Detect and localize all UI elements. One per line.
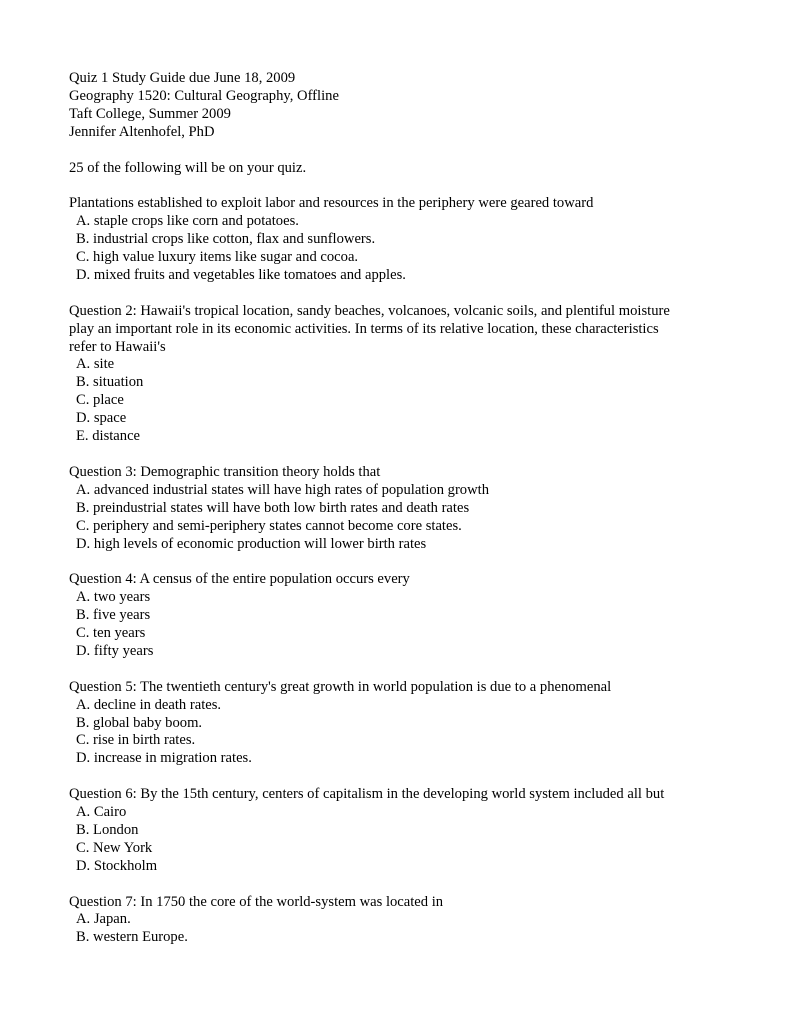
question-2 [69, 303, 749, 446]
answer-option: C. ten years [76, 625, 146, 642]
question-5 [69, 679, 749, 769]
question-text: play an important role in its economic activities. In terms of its relative location, these characteristics [69, 320, 659, 337]
question-text: Question 6: By the 15th century, centers of capitalism in the developing world system included all but [69, 786, 665, 803]
question-text: Question 5: The twentieth century's great growth in world population is due to a phenomenal [69, 678, 612, 695]
answer-option: A. Cairo [76, 804, 127, 821]
answer-option: D. increase in migration rates. [76, 750, 252, 767]
answer-option: A. advanced industrial states will have high rates of population growth [76, 481, 489, 498]
header-instructor: Jennifer Altenhofel, PhD [69, 123, 215, 140]
header-title: Quiz 1 Study Guide due June 18, 2009 [69, 70, 296, 86]
header-college: Taft College, Summer 2009 [69, 105, 231, 122]
answer-option: A. site [76, 356, 115, 373]
answer-option: D. mixed fruits and vegetables like tomatoes and apples. [76, 266, 406, 283]
answer-option: B. global baby boom. [76, 714, 203, 731]
answer-option: B. five years [76, 607, 151, 624]
answer-option: A. two years [76, 589, 151, 606]
answer-option: A. staple crops like corn and potatoes. [76, 213, 299, 230]
answer-option: B. London [76, 821, 139, 838]
document-header [69, 70, 749, 142]
answer-option: D. space [76, 410, 127, 427]
answer-option: E. distance [76, 428, 141, 445]
intro-text: 25 of the following will be on your quiz. [69, 159, 307, 176]
question-text: Question 4: A census of the entire population occurs every [69, 571, 410, 588]
document-page [69, 70, 749, 947]
answer-option: D. fifty years [76, 642, 154, 659]
answer-option: A. decline in death rates. [76, 696, 222, 713]
question-text: refer to Hawaii's [69, 338, 166, 355]
answer-option: C. place [76, 392, 124, 409]
question-6 [69, 786, 749, 876]
answer-option: C. rise in birth rates. [76, 732, 196, 749]
answer-option: D. Stockholm [76, 857, 158, 874]
question-7 [69, 894, 749, 948]
answer-option: C. New York [76, 839, 153, 856]
answer-option: B. preindustrial states will have both low birth rates and death rates [76, 499, 470, 516]
question-text: Question 2: Hawaii's tropical location, sandy beaches, volcanoes, volcanic soils, and plentiful moisture [69, 302, 670, 319]
header-course: Geography 1520: Cultural Geography, Offline [69, 87, 339, 104]
answer-option: B. western Europe. [76, 929, 188, 946]
answer-option: C. high value luxury items like sugar and cocoa. [76, 249, 359, 266]
question-4 [69, 571, 749, 661]
answer-option: A. Japan. [76, 911, 131, 928]
question-1 [69, 195, 749, 285]
answer-option: B. situation [76, 374, 144, 391]
answer-option: B. industrial crops like cotton, flax and sunflowers. [76, 231, 376, 248]
question-text: Plantations established to exploit labor and resources in the periphery were geared toward [69, 195, 594, 212]
answer-option: D. high levels of economic production will lower birth rates [76, 535, 427, 552]
question-3 [69, 464, 749, 554]
question-text: Question 7: In 1750 the core of the world-system was located in [69, 893, 444, 910]
answer-option: C. periphery and semi-periphery states cannot become core states. [76, 517, 462, 534]
question-text: Question 3: Demographic transition theory holds that [69, 463, 381, 480]
